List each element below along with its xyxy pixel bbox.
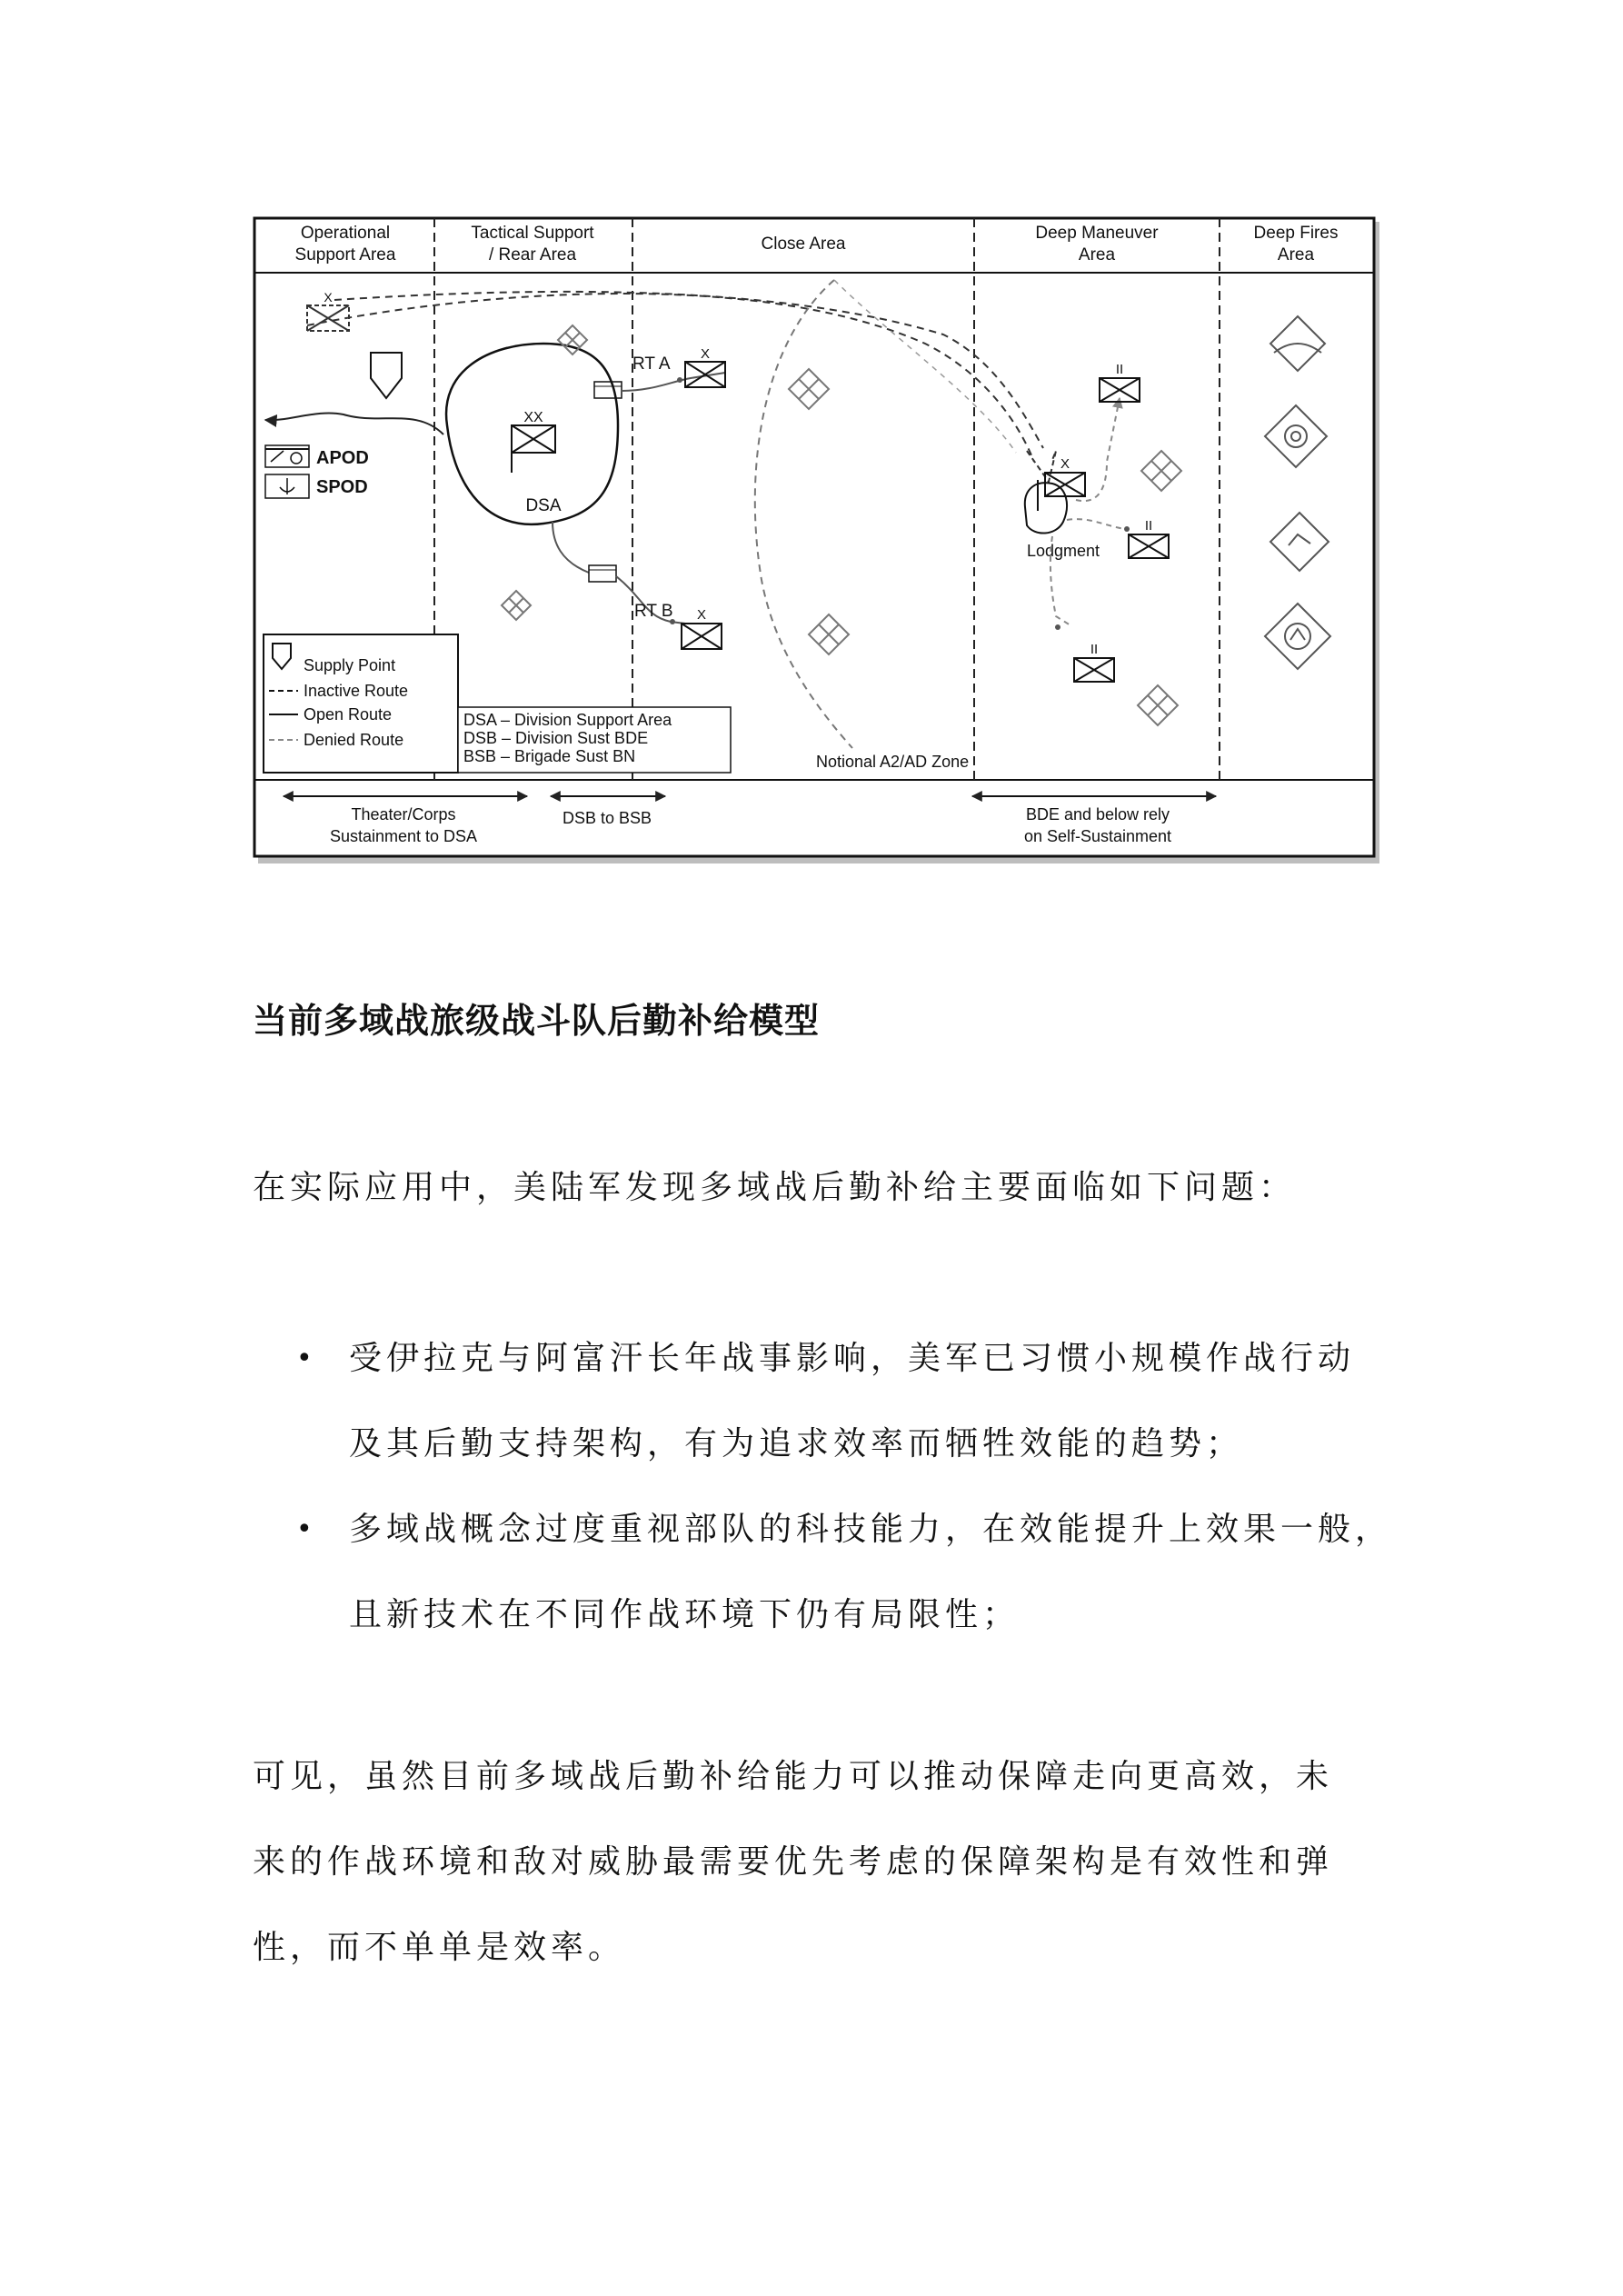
list-item-line1: 受伊拉克与阿富汗长年战事影响，美军已习惯小规模作战行动: [349, 1340, 1356, 1377]
list-item: [253, 1316, 1425, 1487]
svg-text:X: X: [324, 290, 333, 304]
svg-text:X: X: [700, 346, 711, 362]
abbr-dsb: DSB – Division Sust BDE: [463, 729, 649, 747]
svg-text:II: II: [1115, 362, 1124, 377]
lodgment-label: Lodgment: [1027, 542, 1100, 560]
intro-paragraph: 在实际应用中，美陆军发现多域战后勤补给主要面临如下问题：: [253, 1169, 1297, 1206]
zone-deep-fires-line1: Deep Fires: [1253, 224, 1339, 243]
bottom-dsb: DSB to BSB: [562, 809, 652, 827]
abbr-dsa: DSA – Division Support Area: [463, 711, 672, 729]
zone-deep-maneuver-line1: Deep Maneuver: [1035, 224, 1159, 243]
svg-text:II: II: [1144, 518, 1153, 534]
bullet-dot-icon: •: [296, 1343, 317, 1374]
bottom-bde-line2: on Self-Sustainment: [1023, 827, 1172, 845]
conclusion-line2: 来的作战环境和敌对威胁最需要优先考虑的保障架构是有效性和弹: [253, 1843, 1334, 1881]
bottom-bde-line1: BDE and below rely: [1025, 805, 1170, 824]
a2ad-label: Notional A2/AD Zone: [816, 753, 970, 771]
legend-denied-route: Denied Route: [304, 731, 404, 749]
rt-b-label: RT B: [634, 602, 673, 621]
zone-tactical-line1: Tactical Support: [471, 224, 594, 243]
spod-label: SPOD: [316, 477, 368, 497]
svg-text:II: II: [1090, 642, 1099, 657]
list-item-line1: 多域战概念过度重视部队的科技能力，在效能提升上效果一般，: [349, 1511, 1393, 1548]
figure-caption: 当前多域战旅级战斗队后勤补给模型: [253, 1001, 821, 1041]
conclusion-line1: 可见，虽然目前多域战后勤补给能力可以推动保障走向更高效，未: [253, 1758, 1334, 1795]
diagram-svg: [253, 216, 1379, 863]
legend-supply-point: Supply Point: [304, 656, 396, 674]
zone-close: Close Area: [761, 235, 846, 254]
conclusion-line3: 性，而不单单是效率。: [253, 1929, 626, 1966]
apod-label: APOD: [316, 448, 369, 468]
bottom-theater-line1: Theater/Corps: [351, 805, 456, 824]
list-item-line2: 及其后勤支持架构，有为追求效率而牺牲效能的趋势；: [349, 1425, 1244, 1462]
bullet-dot-icon: •: [296, 1513, 317, 1545]
list-item: [253, 1487, 1425, 1658]
legend-open-route: Open Route: [304, 705, 393, 724]
zone-tactical-line2: / Rear Area: [488, 245, 577, 265]
zone-operational-line1: Operational: [300, 224, 391, 243]
bottom-theater-line2: Sustainment to DSA: [329, 827, 478, 845]
rt-a-label: RT A: [632, 354, 671, 374]
zone-operational-line2: Support Area: [294, 245, 396, 265]
logistics-diagram: [253, 216, 1379, 863]
svg-text:X: X: [696, 607, 707, 623]
conclusion-paragraph: [253, 1734, 1398, 1991]
svg-text:XX: XX: [523, 410, 543, 425]
issue-list: [253, 1316, 1425, 1658]
abbr-bsb: BSB – Brigade Sust BN: [463, 747, 636, 765]
legend-inactive-route: Inactive Route: [304, 682, 409, 700]
svg-text:X: X: [1060, 456, 1070, 472]
legend-box: [264, 634, 458, 773]
zone-deep-maneuver-line2: Area: [1078, 245, 1116, 265]
list-item-line2: 且新技术在不同作战环境下仍有局限性；: [349, 1596, 1021, 1633]
dsa-label: DSA: [525, 496, 562, 515]
zone-deep-fires-line2: Area: [1277, 245, 1315, 265]
